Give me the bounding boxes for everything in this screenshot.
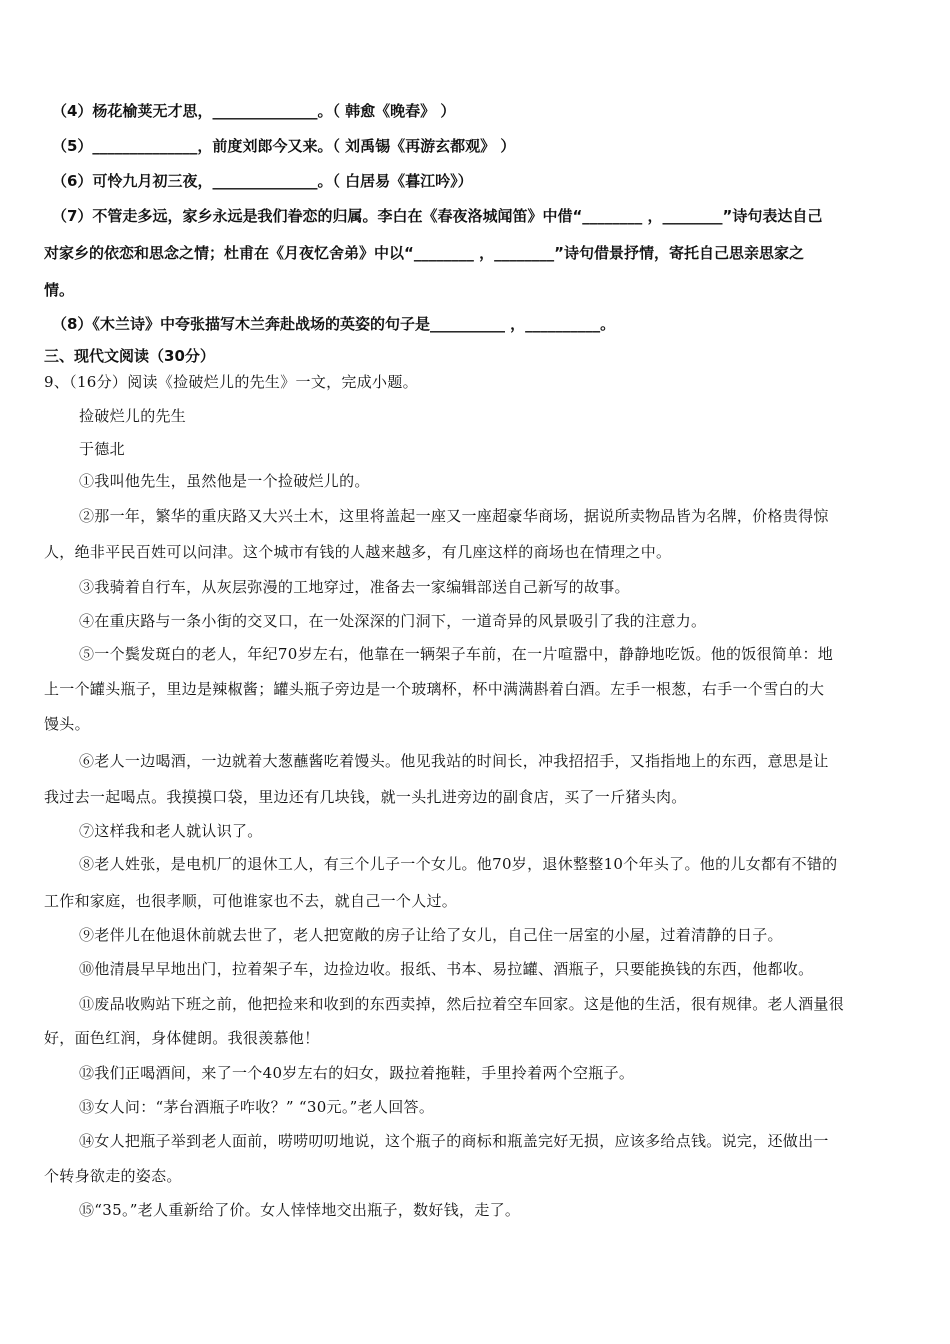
paragraph-10: ⑩他清晨早早地出门，拉着架子车，边捡边收。报纸、书本、易拉罐、酒瓶子，只要能换钱的东西，他都收。 xyxy=(79,960,814,978)
paragraph-5-line2: 上一个罐头瓶子，里边是辣椒酱；罐头瓶子旁边是一个玻璃杯，杯中满满斟着白酒。左手一根葱，右手一个雪白的大 xyxy=(44,680,825,698)
paragraph-8-line1: ⑧老人姓张，是电机厂的退休工人，有三个儿子一个女儿。他70岁，退休整整10个年头了。他的儿女都有不错的 xyxy=(79,855,838,873)
poem-q5: （5）______________，前度刘郎今又来。（ 刘禹锡《再游玄都观》 ） xyxy=(52,137,516,155)
section-title: 三、现代文阅读（30分） xyxy=(44,347,215,365)
poem-q7-line1: （7）不管走多远，家乡永远是我们眷恋的归属。李白在《春夜洛城闻笛》中借“________ ，________”诗句表达自己 xyxy=(52,207,823,225)
paragraph-7: ⑦这样我和老人就认识了。 xyxy=(79,822,263,840)
paragraph-6-line1: ⑥老人一边喝酒，一边就着大葱蘸酱吃着馒头。他见我站的时间长，冲我招招手，又指指地上的东西，意思是让 xyxy=(79,752,829,770)
poem-q8: （8）《木兰诗》中夸张描写木兰奔赴战场的英姿的句子是__________ ，__________。 xyxy=(52,315,616,333)
paragraph-5-line3: 馒头。 xyxy=(44,715,90,733)
paragraph-9: ⑨老伴儿在他退休前就去世了，老人把宽敞的房子让给了女儿，自己住一居室的小屋，过着清静的日子。 xyxy=(79,926,783,944)
paragraph-2-line1: ②那一年，繁华的重庆路又大兴土木，这里将盖起一座又一座超豪华商场，据说所卖物品皆为名牌，价格贵得惊 xyxy=(79,507,829,525)
paragraph-11-line1: ⑪废品收购站下班之前，他把捡来和收到的东西卖掉，然后拉着空车回家。这是他的生活，很有规律。老人酒量很 xyxy=(79,995,845,1013)
article-author: 于德北 xyxy=(79,440,125,458)
paragraph-13: ⑬女人问：“茅台酒瓶子咋收？” “30元。”老人回答。 xyxy=(79,1098,435,1116)
paragraph-1: ①我叫他先生，虽然他是一个捡破烂儿的。 xyxy=(79,472,370,490)
paragraph-14-line2: 个转身欲走的姿态。 xyxy=(44,1167,182,1185)
paragraph-11-line2: 好，面色红润，身体健朗。我很羡慕他！ xyxy=(44,1029,320,1047)
paragraph-3: ③我骑着自行车，从灰层弥漫的工地穿过，准备去一家编辑部送自己新写的故事。 xyxy=(79,578,630,596)
paragraph-5-line1: ⑤一个鬓发斑白的老人，年纪70岁左右，他靠在一辆架子车前，在一片喧嚣中，静静地吃饭。他的饭很简单：地 xyxy=(79,645,834,663)
poem-q4: （4）杨花榆荚无才思，______________。（ 韩愈《晚春》 ） xyxy=(52,102,456,120)
poem-q7-line2: 对家乡的依恋和思念之情；杜甫在《月夜忆舍弟》中以“________ ，________”诗句借景抒情，寄托自己思亲思家之 xyxy=(44,244,804,262)
paragraph-4: ④在重庆路与一条小街的交叉口，在一处深深的门洞下，一道奇异的风景吸引了我的注意力。 xyxy=(79,612,707,630)
paragraph-15: ⑮“35。”老人重新给了价。女人悻悻地交出瓶子，数好钱，走了。 xyxy=(79,1201,521,1219)
poem-q6: （6）可怜九月初三夜，______________。（ 白居易《暮江吟》） xyxy=(52,172,473,190)
paragraph-14-line1: ⑭女人把瓶子举到老人面前，唠唠叨叨地说，这个瓶子的商标和瓶盖完好无损，应该多给点钱。说完，还做出一 xyxy=(79,1132,829,1150)
paragraph-8-line2: 工作和家庭，也很孝顺，可他谁家也不去，就自己一个人过。 xyxy=(44,892,458,910)
poem-q7-line3: 情。 xyxy=(44,281,75,299)
paragraph-2-line2: 人，绝非平民百姓可以问津。这个城市有钱的人越来越多，有几座这样的商场也在情理之中。 xyxy=(44,543,672,561)
paragraph-12: ⑫我们正喝酒间，来了一个40岁左右的妇女，趿拉着拖鞋，手里拎着两个空瓶子。 xyxy=(79,1064,635,1082)
question-9-intro: 9、（16分）阅读《捡破烂儿的先生》一文，完成小题。 xyxy=(44,373,418,391)
article-title: 捡破烂儿的先生 xyxy=(79,407,187,425)
paragraph-6-line2: 我过去一起喝点。我摸摸口袋，里边还有几块钱，就一头扎进旁边的副食店，买了一斤猪头肉。 xyxy=(44,788,687,806)
